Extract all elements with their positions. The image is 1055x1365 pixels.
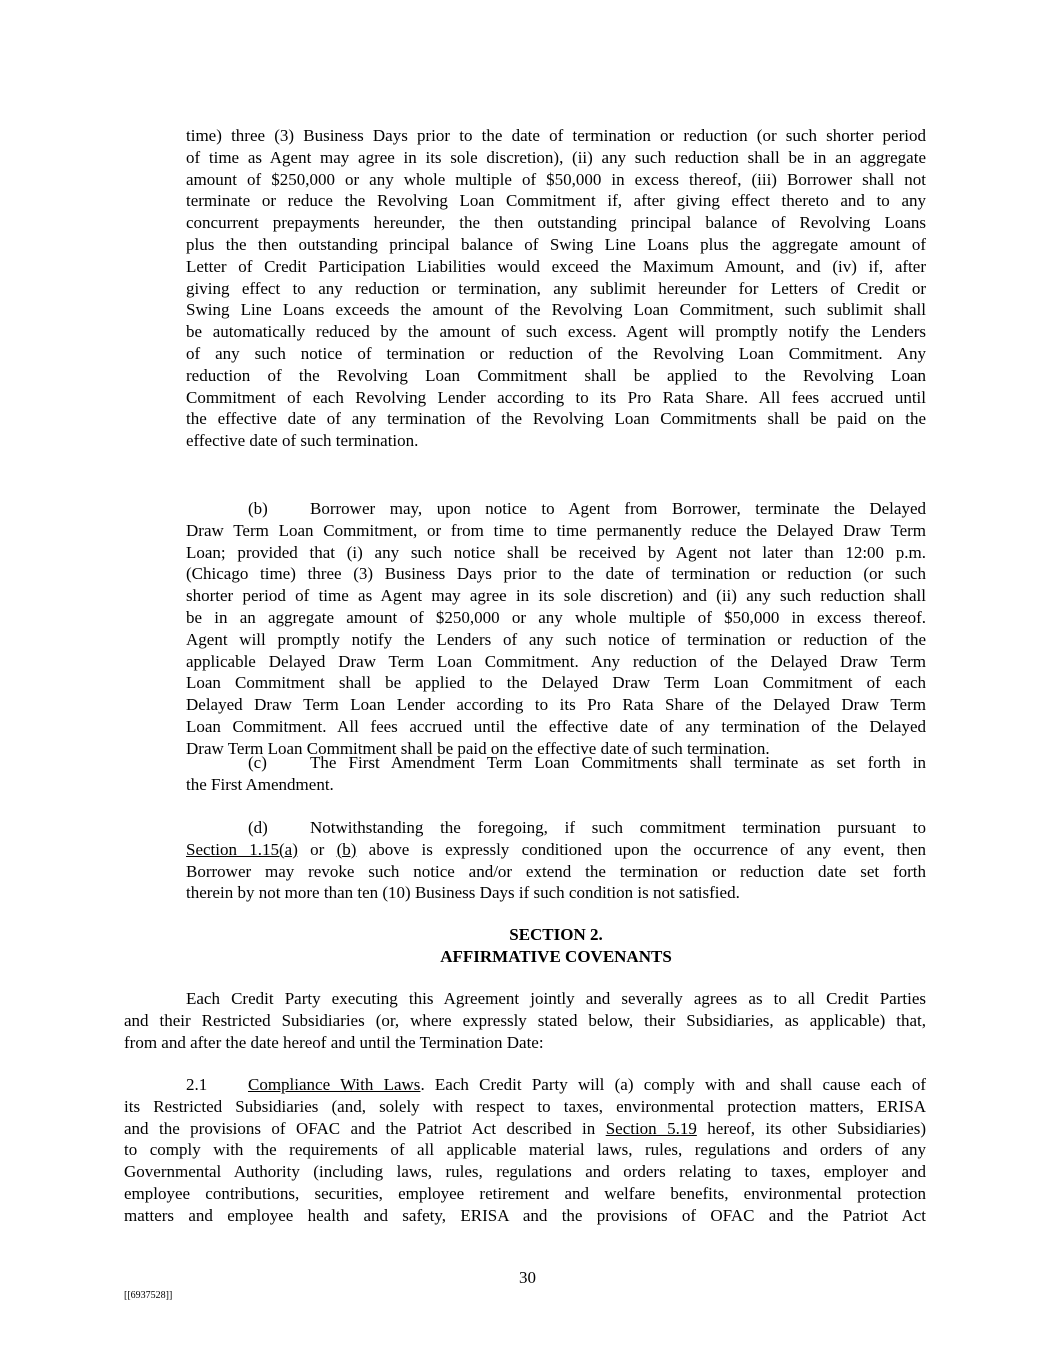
section-2-1-number: 2.1 xyxy=(186,1075,208,1094)
paragraph-d xyxy=(186,817,926,904)
section-b-link[interactable]: (b) xyxy=(336,839,357,859)
paragraph-b-line: Loan Commitment shall be applied to the Delayed Draw Term Loan Commitment of each xyxy=(186,673,926,693)
paragraph-b-line: (Chicago time) three (3) Business Days prior to the date of termination or reduction (or such xyxy=(186,564,926,584)
paragraph-c-label: (c) xyxy=(248,753,267,772)
intro-first-text: Each Credit Party executing this Agreement jointly and severally agrees as to all Credit Parties xyxy=(186,989,926,1008)
paragraph-a-line: effective date of such termination. xyxy=(186,431,419,451)
paragraph-b-line: Draw Term Loan Commitment, or from time to time permanently reduce the Delayed Draw Term xyxy=(186,520,926,540)
paragraph-d-label: (d) xyxy=(248,818,268,837)
paragraph-b-line: Draw Term Loan Commitment shall be paid on the effective date of such termination. xyxy=(186,738,770,758)
paragraph-a-line: Commitment of each Revolving Lender according to its Pro Rata Share. All fees accrued until xyxy=(186,387,926,407)
section-number: SECTION 2. xyxy=(509,925,603,944)
paragraph-a-continuation xyxy=(186,125,926,452)
paragraph-a-line: of time as Agent may agree in its sole discretion), (ii) any such reduction shall be in an aggregate xyxy=(186,147,926,167)
paragraph-a-line: of any such notice of termination or reduction of the Revolving Loan Commitment. Any xyxy=(186,343,926,363)
paragraph-a-line: concurrent prepayments hereunder, the then outstanding principal balance of Revolving Loans xyxy=(186,213,926,233)
section-2-1-text: hereof, its other Subsidiaries) xyxy=(696,1118,926,1138)
paragraph-a-line: amount of $250,000 or any whole multiple of $50,000 in excess thereof, (iii) Borrower shall not xyxy=(186,169,926,189)
paragraph-a-line: giving effect to any reduction or termination, any sublimit hereunder for Letters of Credit or xyxy=(186,278,926,298)
paragraph-b-line: Delayed Draw Term Loan Lender according to its Pro Rata Share of the Delayed Draw Term xyxy=(186,695,926,715)
section-2-1-line: to comply with the requirements of all applicable material laws, rules, regulations and orders of any xyxy=(124,1140,926,1160)
paragraph-a-line: plus the then outstanding principal balance of Swing Line Loans plus the aggregate amount of xyxy=(186,234,926,254)
section-title: AFFIRMATIVE COVENANTS xyxy=(440,947,672,966)
section-2-1-text: and the provisions of OFAC and the Patriot Act described in xyxy=(124,1118,606,1138)
intro-line: and their Restricted Subsidiaries (or, where expressly stated below, their Subsidiaries, as applicable) that, xyxy=(124,1010,926,1030)
intro-line: from and after the date hereof and until the Termination Date: xyxy=(124,1032,544,1052)
paragraph-a-line: time) three (3) Business Days prior to the date of termination or reduction (or such shorter period xyxy=(186,126,926,145)
section-5-19-link[interactable]: Section 5.19 xyxy=(605,1118,697,1138)
section-2-1-text: . Each Credit Party will (a) comply with and shall cause each of xyxy=(420,1075,926,1094)
paragraph-b-label: (b) xyxy=(248,499,268,518)
paragraph-b-first-text: Borrower may, upon notice to Agent from Borrower, terminate the Delayed xyxy=(310,499,926,518)
paragraph-d-line: therein by not more than ten (10) Business Days if such condition is not satisfied. xyxy=(186,883,740,903)
paragraph-b-line: Agent will promptly notify the Lenders of any such notice of termination or reduction of the xyxy=(186,629,926,649)
section-2-1-line: Governmental Authority (including laws, rules, regulations and orders relating to taxes, employer and xyxy=(124,1162,926,1182)
paragraph-b-line: Loan; provided that (i) any such notice shall be received by Agent not later than 12:00 p.m. xyxy=(186,542,926,562)
paragraph-b-line: shorter period of time as Agent may agree in its sole discretion) and (ii) any such reduction shall xyxy=(186,586,926,606)
paragraph-a-line: Swing Line Loans exceeds the amount of the Revolving Loan Commitment, such sublimit shall xyxy=(186,300,926,320)
paragraph-a-line: Letter of Credit Participation Liabilities would exceed the Maximum Amount, and (iv) if, after xyxy=(186,256,926,276)
paragraph-d-text: above is expressly conditioned upon the occurrence of any event, then xyxy=(356,839,926,859)
paragraph-b-line: applicable Delayed Draw Term Loan Commitment. Any reduction of the Delayed Draw Term xyxy=(186,651,926,671)
section-2-1-line xyxy=(124,1118,926,1140)
paragraph-a-line: terminate or reduce the Revolving Loan Commitment if, after giving effect thereto and to any xyxy=(186,191,926,211)
page-number: 30 xyxy=(519,1268,536,1287)
section-1-15a-link[interactable]: Section 1.15(a) xyxy=(186,839,298,859)
paragraph-c-first-text: The First Amendment Term Loan Commitments shall terminate as set forth in xyxy=(310,753,926,772)
section-2-1-first-line xyxy=(124,1074,926,1096)
section-2-1-paragraph xyxy=(124,1074,926,1227)
section-2-1-line: employee contributions, securities, employee retirement and welfare benefits, environmental protection xyxy=(124,1183,926,1203)
paragraph-d-second-line xyxy=(186,839,926,861)
paragraph-a-line: reduction of the Revolving Loan Commitment shall be applied to the Revolving Loan xyxy=(186,365,926,385)
paragraph-c-first-line xyxy=(186,752,926,774)
section-2-1-heading: Compliance With Laws xyxy=(248,1075,421,1094)
paragraph-a-line: be automatically reduced by the amount of such excess. Agent will promptly notify the Lenders xyxy=(186,322,926,342)
paragraph-b-line: be in an aggregate amount of $250,000 or any whole multiple of $50,000 in excess thereof. xyxy=(186,607,926,627)
section-2-1-line: its Restricted Subsidiaries (and, solely with respect to taxes, environmental protection matters, ERISA xyxy=(124,1096,926,1116)
intro-first-line xyxy=(124,988,926,1010)
document-id: [[6937528]] xyxy=(124,1290,173,1301)
paragraph-c xyxy=(186,752,926,796)
intro-paragraph xyxy=(124,988,926,1053)
paragraph-d-first-text: Notwithstanding the foregoing, if such commitment termination pursuant to xyxy=(310,818,926,837)
paragraph-a-line: the effective date of any termination of the Revolving Loan Commitments shall be paid on the xyxy=(186,409,926,429)
paragraph-d-text: or xyxy=(297,839,337,859)
paragraph-c-line: the First Amendment. xyxy=(186,774,334,794)
section-2-1-line: matters and employee health and safety, ERISA and the provisions of OFAC and the Patriot Act xyxy=(124,1205,926,1225)
paragraph-d-line: Borrower may revoke such notice and/or extend the termination or reduction date set forth xyxy=(186,861,926,881)
paragraph-b xyxy=(186,498,926,760)
paragraph-d-first-line xyxy=(186,817,926,839)
paragraph-b-line: Loan Commitment. All fees accrued until the effective date of any termination of the Delayed xyxy=(186,716,926,736)
paragraph-b-first-line xyxy=(186,498,926,520)
